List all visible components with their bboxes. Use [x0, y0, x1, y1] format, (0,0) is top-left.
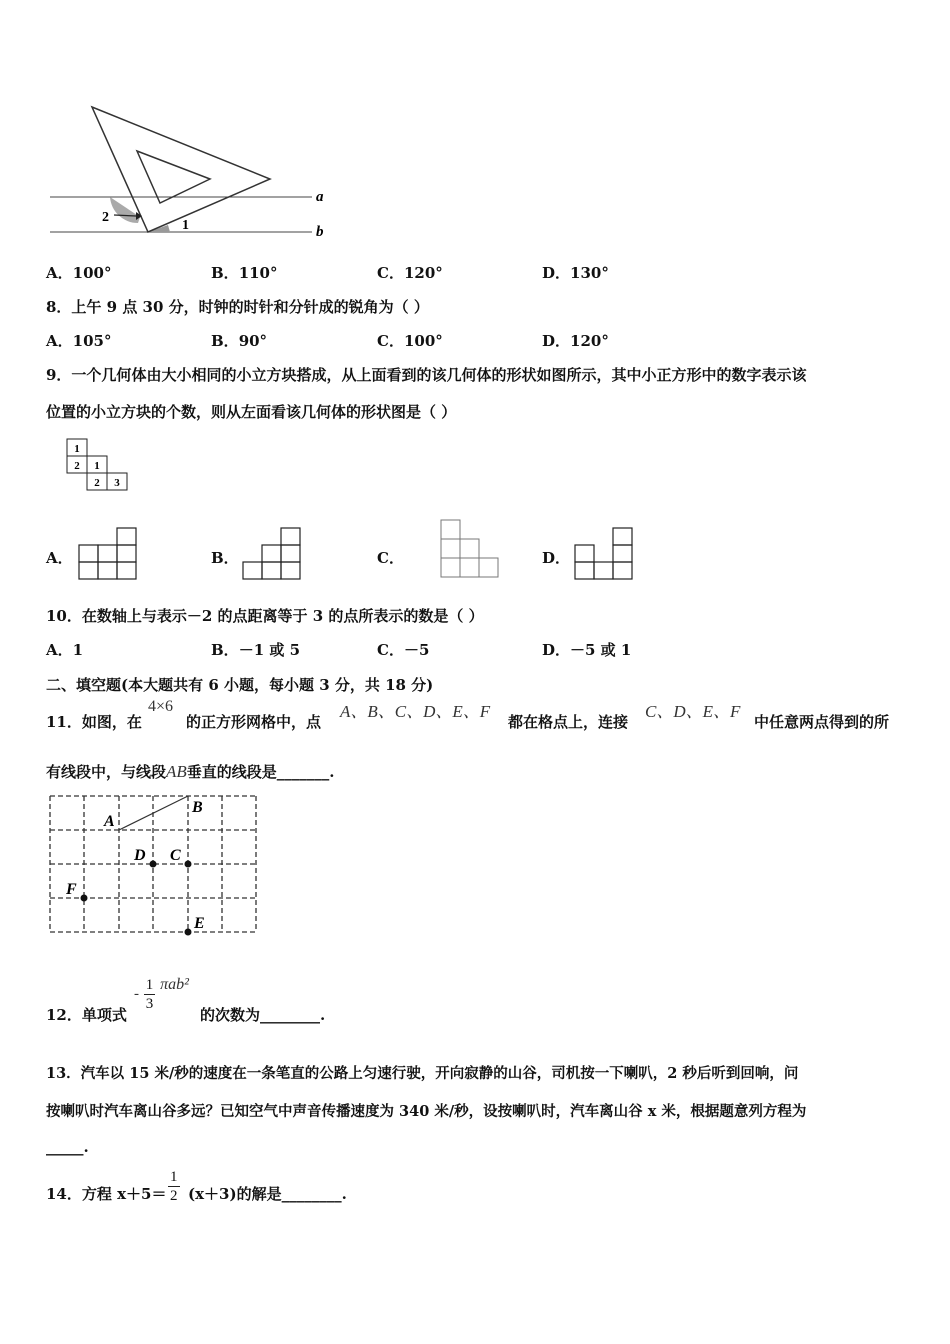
q14-prefix: 14．方程 x＋5＝: [46, 1185, 167, 1203]
q8-option-a: A．105°: [46, 332, 112, 350]
q12-suffix: 的次数为________.: [200, 1006, 326, 1024]
q13-line1: 13．汽车以 15 米/秒的速度在一条笔直的公路上匀速行驶，开向寂静的山谷，司机按一下喇叭，2 秒后听到回响，问: [46, 1065, 799, 1082]
label-a: a: [316, 189, 324, 205]
q11-segment: AB: [166, 762, 187, 781]
section-2-title: 二、填空题(本大题共有 6 小题，每小题 3 分，共 18 分): [46, 676, 434, 694]
top-view-cell: 2: [74, 460, 80, 472]
q11-prefix: 11．如图，在: [46, 713, 142, 731]
q14-suffix: (x＋3)的解是________.: [188, 1185, 347, 1203]
point-e: [185, 929, 192, 936]
point-f: [81, 895, 88, 902]
q12-frac-num: 1: [145, 977, 154, 993]
q9-option-a-letter: A．: [46, 549, 73, 567]
q9-option-c-letter: C．: [377, 549, 404, 567]
top-view-cell: 1: [94, 460, 100, 472]
q9-option-a-figure: [78, 525, 140, 581]
q7-figure: [40, 95, 340, 245]
label-point-c: C: [170, 847, 181, 864]
label-point-a: A: [104, 813, 115, 830]
q11-middle2: 都在格点上，连接: [508, 713, 629, 731]
q9-option-d-figure: [574, 525, 636, 581]
label-angle-2: 2: [102, 210, 109, 225]
q14-frac-num: 1: [170, 1169, 178, 1185]
q9-option-c-figure: [439, 518, 503, 582]
label-b: b: [316, 224, 324, 240]
q8-option-b: B．90°: [211, 332, 268, 350]
q9-option-d-letter: D．: [542, 549, 571, 567]
top-view-cell: 1: [74, 443, 80, 455]
q9-line2: 位置的小立方块的个数，则从左面看该几何体的形状图是（ ）: [46, 403, 457, 421]
label-angle-1: 1: [182, 218, 189, 233]
label-point-d: D: [134, 847, 146, 864]
q11-points-all: A、B、C、D、E、F: [340, 702, 491, 721]
top-view-cell: 3: [114, 477, 120, 489]
triangle-inner: [137, 151, 210, 203]
q9-top-view: [66, 438, 130, 494]
q9-option-b-letter: B．: [211, 549, 239, 567]
q14-frac-den: 2: [170, 1188, 178, 1204]
label-point-b: B: [192, 799, 203, 816]
q12-prefix: 12．单项式: [46, 1006, 127, 1024]
q11-grid-figure: [44, 790, 266, 940]
angle-2-shade: [110, 197, 140, 223]
q10-option-a: A．1: [46, 641, 84, 659]
q14-fraction: [168, 1168, 180, 1205]
q12-fraction: [144, 976, 156, 1013]
point-c: [185, 861, 192, 868]
q8-text: 8．上午 9 点 30 分，时钟的时针和分针成的锐角为（ ）: [46, 298, 429, 316]
q9-option-b-figure: [242, 525, 304, 581]
label-point-f: F: [66, 881, 77, 898]
q7-option-c: C．120°: [377, 264, 443, 282]
q10-option-b: B．－1 或 5: [211, 641, 301, 659]
top-view-cell: 2: [94, 477, 100, 489]
q7-option-b: B．110°: [211, 264, 278, 282]
q7-option-a: A．100°: [46, 264, 112, 282]
q13-line3: _____.: [46, 1138, 89, 1156]
label-point-e: E: [194, 915, 205, 932]
q11-points-some: C、D、E、F: [645, 702, 741, 721]
q10-text: 10．在数轴上与表示－2 的点距离等于 3 的点所表示的数是（ ）: [46, 607, 484, 625]
q8-option-c: C．100°: [377, 332, 443, 350]
q10-option-c: C．－5: [377, 641, 430, 659]
point-d: [150, 861, 157, 868]
q11-line2: 有线段中，与线段AB垂直的线段是_______.: [46, 762, 335, 781]
q13-line2: 按喇叭时汽车离山谷多远？已知空气中声音传播速度为 340 米/秒，设按喇叭时，汽车离山谷 x 米，根据题意列方程为: [46, 1103, 807, 1120]
q12-sign: -: [134, 986, 139, 1002]
q11-grid-size: 4×6: [148, 698, 174, 715]
q12-monomial: [134, 976, 189, 1013]
q10-option-d: D．－5 或 1: [542, 641, 632, 659]
q11-middle: 的正方形网格中，点: [186, 713, 322, 731]
q11-suffix: 中任意两点得到的所: [754, 713, 890, 731]
q8-option-d: D．120°: [542, 332, 609, 350]
q9-line1: 9．一个几何体由大小相同的小立方块搭成，从上面看到的该几何体的形状如图所示，其中小正方形中的数字表示该: [46, 366, 807, 384]
q12-term: πab²: [160, 975, 189, 993]
q12-frac-den: 3: [145, 996, 154, 1012]
q7-option-d: D．130°: [542, 264, 609, 282]
